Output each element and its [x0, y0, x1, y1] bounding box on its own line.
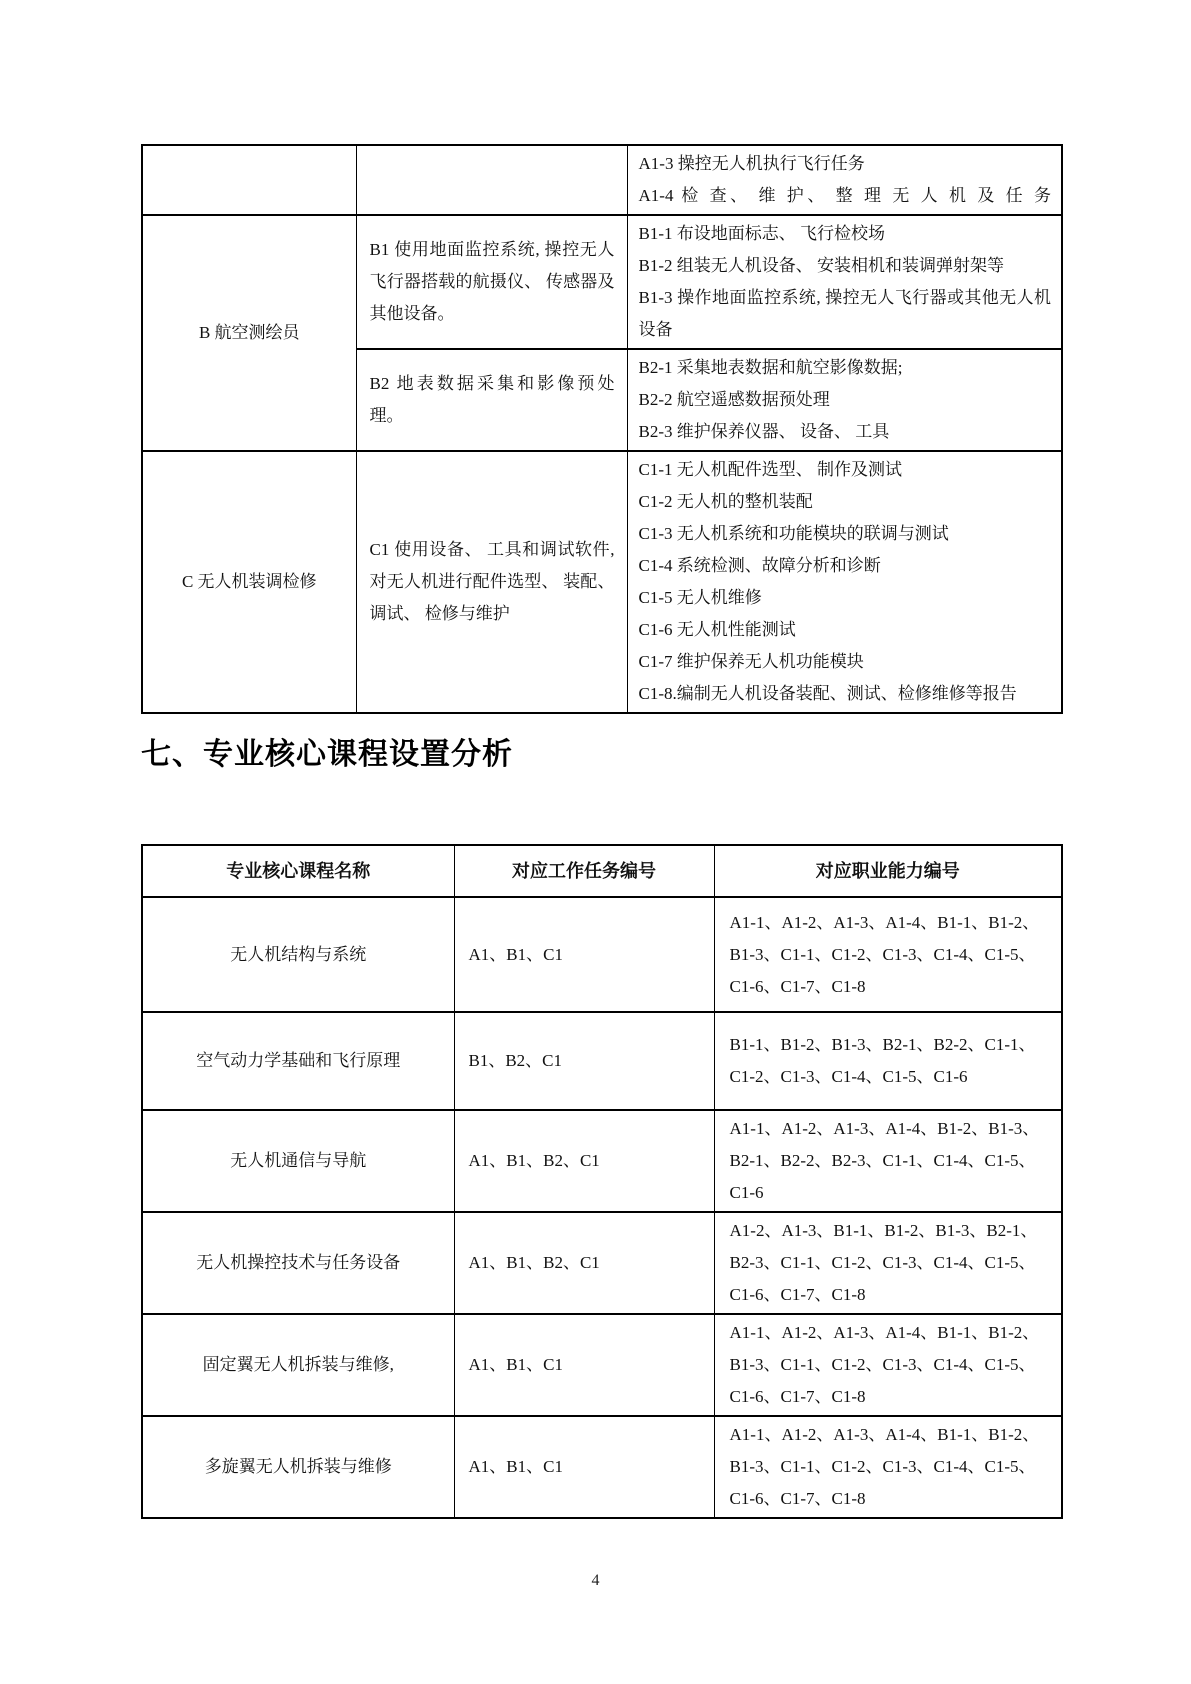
course-name: 无人机通信与导航	[142, 1110, 454, 1212]
task-row-c	[142, 451, 1062, 713]
course-task-codes: B1、B2、C1	[454, 1012, 714, 1110]
job-cell-c: C 无人机装调检修	[142, 451, 356, 713]
task-row-b1	[142, 215, 1062, 349]
ability-line: C1-2 无人机的整机装配	[638, 492, 813, 511]
document-page	[141, 0, 1061, 1519]
course-name: 固定翼无人机拆装与维修,	[142, 1314, 454, 1416]
ability-cell-b1	[627, 215, 1062, 349]
course-row	[142, 1212, 1062, 1314]
course-task-codes: A1、B1、C1	[454, 897, 714, 1012]
ability-line: C1-3 无人机系统和功能模块的联调与测试	[638, 524, 949, 543]
ability-line: B1-1 布设地面标志、 飞行检校场	[638, 224, 885, 243]
ability-line: C1-4 系统检测、故障分析和诊断	[638, 556, 881, 575]
course-ability-codes: A1-1、A1-2、A1-3、A1-4、B1-2、B1-3、B2-1、B2-2、B2-3、C1-1、C1-4、C1-5、C1-6	[714, 1110, 1062, 1212]
ability-line: C1-1 无人机配件选型、 制作及测试	[638, 460, 902, 479]
course-table-header-tasks: 对应工作任务编号	[454, 845, 714, 897]
course-task-codes: A1、B1、B2、C1	[454, 1110, 714, 1212]
course-row	[142, 1110, 1062, 1212]
course-table-header-row	[142, 845, 1062, 897]
course-ability-codes: A1-2、A1-3、B1-1、B1-2、B1-3、B2-1、B2-3、C1-1、C1-2、C1-3、C1-4、C1-5、C1-6、C1-7、C1-8	[714, 1212, 1062, 1314]
ability-line: C1-5 无人机维修	[638, 588, 762, 607]
course-ability-codes: A1-1、A1-2、A1-3、A1-4、B1-1、B1-2、B1-3、C1-1、C1-2、C1-3、C1-4、C1-5、C1-6、C1-7、C1-8	[714, 1314, 1062, 1416]
course-table-header-abilities: 对应职业能力编号	[714, 845, 1062, 897]
page-number: 4	[591, 1572, 600, 1589]
ability-line: B2-2 航空遥感数据预处理	[638, 390, 830, 409]
course-name: 无人机结构与系统	[142, 897, 454, 1012]
course-row	[142, 1416, 1062, 1518]
course-name: 空气动力学基础和飞行原理	[142, 1012, 454, 1110]
ability-line: C1-8.编制无人机设备装配、测试、检修维修等报告	[638, 684, 1017, 703]
ability-line: A1-3 操控无人机执行飞行任务	[638, 154, 865, 173]
ability-line: A1-4 检 查、 维 护、 整 理 无 人 机 及 任 务	[638, 186, 1051, 205]
course-row	[142, 897, 1062, 1012]
ability-line: C1-6 无人机性能测试	[638, 620, 796, 639]
course-row	[142, 1314, 1062, 1416]
ability-cell-c1	[627, 451, 1062, 713]
course-table-header-course: 专业核心课程名称	[142, 845, 454, 897]
ability-line: B1-3 操作地面监控系统, 操控无人飞行器或其他无人机设备	[638, 288, 1051, 339]
course-task-codes: A1、B1、C1	[454, 1314, 714, 1416]
course-ability-codes: B1-1、B1-2、B1-3、B2-1、B2-2、C1-1、C1-2、C1-3、C1-4、C1-5、C1-6	[714, 1012, 1062, 1110]
task-cell-b2: B2 地表数据采集和影像预处理。	[356, 349, 627, 451]
course-row	[142, 1012, 1062, 1110]
task-cell-c1: C1 使用设备、 工具和调试软件, 对无人机进行配件选型、 装配、 调试、 检修与维护	[356, 451, 627, 713]
ability-cell-a	[627, 145, 1062, 215]
section-heading: 七、专业核心课程设置分析	[141, 738, 513, 771]
job-cell-b: B 航空测绘员	[142, 215, 356, 451]
ability-cell-b2	[627, 349, 1062, 451]
job-task-table	[141, 144, 1063, 714]
course-name: 多旋翼无人机拆装与维修	[142, 1416, 454, 1518]
course-mapping-table	[141, 844, 1063, 1519]
course-name: 无人机操控技术与任务设备	[142, 1212, 454, 1314]
task-row-a-continued	[142, 145, 1062, 215]
ability-line: B2-1 采集地表数据和航空影像数据;	[638, 358, 903, 377]
course-task-codes: A1、B1、B2、C1	[454, 1212, 714, 1314]
course-ability-codes: A1-1、A1-2、A1-3、A1-4、B1-1、B1-2、B1-3、C1-1、C1-2、C1-3、C1-4、C1-5、C1-6、C1-7、C1-8	[714, 1416, 1062, 1518]
job-cell-a-empty	[142, 145, 356, 215]
ability-line: B1-2 组装无人机设备、 安装相机和装调弹射架等	[638, 256, 1004, 275]
ability-line: B2-3 维护保养仪器、 设备、 工具	[638, 422, 890, 441]
course-table-wrapper	[141, 844, 1061, 1519]
ability-line: C1-7 维护保养无人机功能模块	[638, 652, 864, 671]
task-cell-a-empty	[356, 145, 627, 215]
task-cell-b1: B1 使用地面监控系统, 操控无人飞行器搭载的航摄仪、 传感器及其他设备。	[356, 215, 627, 349]
course-task-codes: A1、B1、C1	[454, 1416, 714, 1518]
course-ability-codes: A1-1、A1-2、A1-3、A1-4、B1-1、B1-2、B1-3、C1-1、C1-2、C1-3、C1-4、C1-5、C1-6、C1-7、C1-8	[714, 897, 1062, 1012]
